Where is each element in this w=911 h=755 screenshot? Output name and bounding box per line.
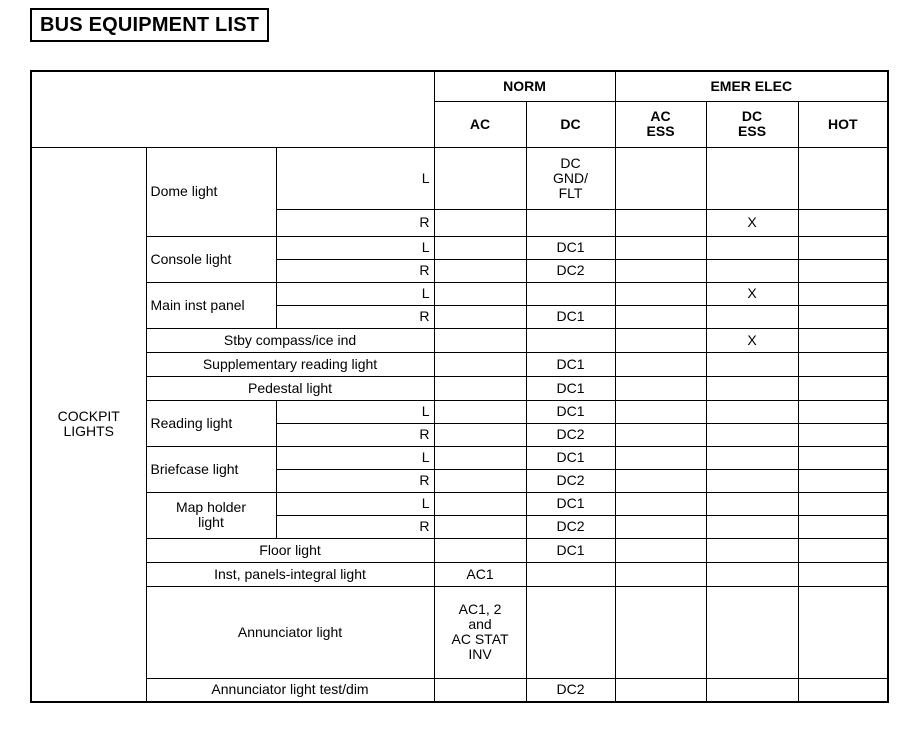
- cell-dc-ess: [706, 678, 798, 702]
- cell-dc-ess: [706, 538, 798, 562]
- cell-hot: [798, 209, 888, 236]
- cell-dc-ess: [706, 259, 798, 282]
- row-dome-light-name: Dome light: [146, 147, 276, 236]
- cell-dc-ess: [706, 492, 798, 515]
- cell-hot: [798, 400, 888, 423]
- row-inst-panels-name: Inst, panels-integral light: [146, 562, 434, 586]
- row-map-holder-light-l-dc: DC1: [526, 492, 615, 515]
- cell-ac: [434, 515, 526, 538]
- cell-hot: [798, 469, 888, 492]
- table-row: [31, 147, 888, 209]
- cell-hot: [798, 586, 888, 678]
- row-reading-light-side-r: R: [276, 423, 434, 446]
- row-main-inst-panel-name: Main inst panel: [146, 282, 276, 328]
- cell-dc-ess: [706, 446, 798, 469]
- cell-ac-ess: [615, 282, 706, 305]
- row-briefcase-light-l-dc: DC1: [526, 446, 615, 469]
- cell-hot: [798, 282, 888, 305]
- row-console-light-side-r: R: [276, 259, 434, 282]
- row-stby-compass-dc-ess: X: [706, 328, 798, 352]
- row-pedestal-dc: DC1: [526, 376, 615, 400]
- row-map-holder-light-name: Map holder light: [146, 492, 276, 538]
- row-floor-light-name: Floor light: [146, 538, 434, 562]
- row-dome-light-r-dc-ess: X: [706, 209, 798, 236]
- cell-dc: [526, 328, 615, 352]
- row-map-holder-light-side-l: L: [276, 492, 434, 515]
- row-reading-light-l-dc: DC1: [526, 400, 615, 423]
- header-row-1: [31, 71, 888, 101]
- cell-ac: [434, 492, 526, 515]
- cell-ac: [434, 305, 526, 328]
- row-annunciator-test-dc: DC2: [526, 678, 615, 702]
- cell-ac-ess: [615, 562, 706, 586]
- table-row: [31, 678, 888, 702]
- cell-dc: [526, 586, 615, 678]
- cell-hot: [798, 236, 888, 259]
- header-dc: DC: [526, 101, 615, 147]
- cell-ac-ess: [615, 305, 706, 328]
- group-cockpit-lights: COCKPIT LIGHTS: [31, 147, 146, 702]
- table-row: [31, 562, 888, 586]
- row-briefcase-light-side-r: R: [276, 469, 434, 492]
- bus-equipment-table: [30, 70, 889, 703]
- cell-hot: [798, 678, 888, 702]
- cell-ac-ess: [615, 586, 706, 678]
- cell-ac-ess: [615, 376, 706, 400]
- row-console-light-name: Console light: [146, 236, 276, 282]
- cell-ac-ess: [615, 352, 706, 376]
- row-main-inst-panel-r-dc: DC1: [526, 305, 615, 328]
- cell-ac: [434, 400, 526, 423]
- cell-hot: [798, 492, 888, 515]
- table-row: [31, 376, 888, 400]
- cell-hot: [798, 562, 888, 586]
- cell-ac: [434, 446, 526, 469]
- row-floor-light-dc: DC1: [526, 538, 615, 562]
- cell-dc: [526, 209, 615, 236]
- cell-ac-ess: [615, 328, 706, 352]
- row-annunciator-test-name: Annunciator light test/dim: [146, 678, 434, 702]
- cell-hot: [798, 515, 888, 538]
- header-ac-ess: AC ESS: [615, 101, 706, 147]
- cell-ac: [434, 423, 526, 446]
- cell-ac-ess: [615, 147, 706, 209]
- table-row: [31, 586, 888, 678]
- cell-ac-ess: [615, 492, 706, 515]
- table-row: [31, 446, 888, 469]
- page-title: BUS EQUIPMENT LIST: [30, 8, 269, 42]
- table-row: [31, 400, 888, 423]
- row-main-inst-panel-l-dc-ess: X: [706, 282, 798, 305]
- cell-dc-ess: [706, 515, 798, 538]
- cell-ac-ess: [615, 538, 706, 562]
- cell-dc: [526, 562, 615, 586]
- cell-dc-ess: [706, 423, 798, 446]
- cell-hot: [798, 352, 888, 376]
- row-supp-reading-dc: DC1: [526, 352, 615, 376]
- cell-hot: [798, 446, 888, 469]
- row-main-inst-panel-side-l: L: [276, 282, 434, 305]
- row-pedestal-name: Pedestal light: [146, 376, 434, 400]
- cell-hot: [798, 259, 888, 282]
- row-dome-light-side-l: L: [276, 147, 434, 209]
- cell-dc-ess: [706, 147, 798, 209]
- row-main-inst-panel-side-r: R: [276, 305, 434, 328]
- table-row: [31, 352, 888, 376]
- cell-ac: [434, 376, 526, 400]
- row-annunciator-ac: AC1, 2 and AC STAT INV: [434, 586, 526, 678]
- cell-ac: [434, 209, 526, 236]
- row-map-holder-light-side-r: R: [276, 515, 434, 538]
- cell-dc-ess: [706, 562, 798, 586]
- cell-ac-ess: [615, 400, 706, 423]
- row-dome-light-l-dc: DC GND/ FLT: [526, 147, 615, 209]
- cell-ac-ess: [615, 209, 706, 236]
- header-corner-cell: [31, 71, 434, 147]
- cell-hot: [798, 423, 888, 446]
- cell-hot: [798, 305, 888, 328]
- cell-dc-ess: [706, 236, 798, 259]
- cell-ac: [434, 282, 526, 305]
- cell-dc: [526, 282, 615, 305]
- cell-ac: [434, 328, 526, 352]
- row-console-light-side-l: L: [276, 236, 434, 259]
- table-row: [31, 236, 888, 259]
- cell-dc-ess: [706, 376, 798, 400]
- row-annunciator-name: Annunciator light: [146, 586, 434, 678]
- row-briefcase-light-name: Briefcase light: [146, 446, 276, 492]
- cell-ac-ess: [615, 423, 706, 446]
- cell-ac: [434, 236, 526, 259]
- cell-ac-ess: [615, 446, 706, 469]
- cell-ac: [434, 259, 526, 282]
- cell-ac: [434, 538, 526, 562]
- row-inst-panels-ac: AC1: [434, 562, 526, 586]
- table-row: [31, 282, 888, 305]
- row-reading-light-r-dc: DC2: [526, 423, 615, 446]
- cell-ac: [434, 352, 526, 376]
- cell-hot: [798, 147, 888, 209]
- cell-dc-ess: [706, 400, 798, 423]
- row-reading-light-side-l: L: [276, 400, 434, 423]
- cell-ac-ess: [615, 259, 706, 282]
- header-ac: AC: [434, 101, 526, 147]
- table-row: [31, 492, 888, 515]
- table-row: [31, 538, 888, 562]
- cell-ac: [434, 147, 526, 209]
- header-dc-ess: DC ESS: [706, 101, 798, 147]
- cell-ac-ess: [615, 678, 706, 702]
- cell-dc-ess: [706, 352, 798, 376]
- cell-hot: [798, 376, 888, 400]
- row-map-holder-light-r-dc: DC2: [526, 515, 615, 538]
- header-hot: HOT: [798, 101, 888, 147]
- row-reading-light-name: Reading light: [146, 400, 276, 446]
- table-row: [31, 328, 888, 352]
- header-emer-elec: EMER ELEC: [615, 71, 888, 101]
- row-briefcase-light-r-dc: DC2: [526, 469, 615, 492]
- cell-ac: [434, 678, 526, 702]
- cell-dc-ess: [706, 469, 798, 492]
- cell-ac-ess: [615, 236, 706, 259]
- cell-hot: [798, 538, 888, 562]
- cell-dc-ess: [706, 305, 798, 328]
- row-dome-light-side-r: R: [276, 209, 434, 236]
- cell-hot: [798, 328, 888, 352]
- row-console-light-r-dc: DC2: [526, 259, 615, 282]
- row-stby-compass-name: Stby compass/ice ind: [146, 328, 434, 352]
- cell-ac: [434, 469, 526, 492]
- cell-ac-ess: [615, 515, 706, 538]
- cell-ac-ess: [615, 469, 706, 492]
- row-supp-reading-name: Supplementary reading light: [146, 352, 434, 376]
- header-norm: NORM: [434, 71, 615, 101]
- row-console-light-l-dc: DC1: [526, 236, 615, 259]
- cell-dc-ess: [706, 586, 798, 678]
- row-briefcase-light-side-l: L: [276, 446, 434, 469]
